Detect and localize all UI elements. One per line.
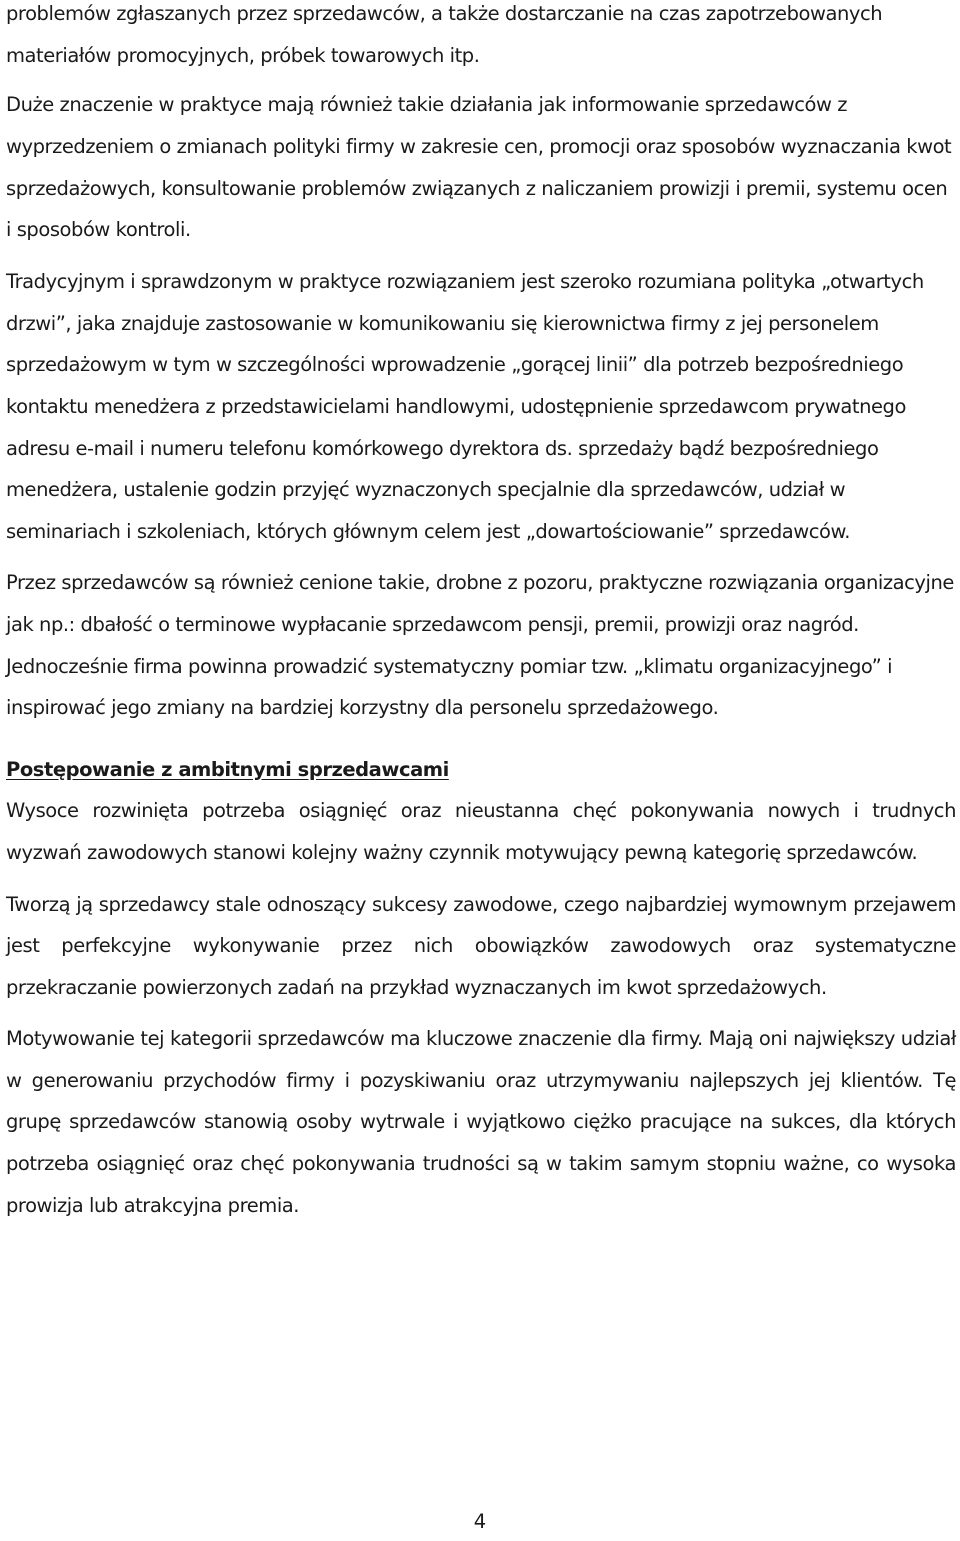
paragraph-achievement-need: Wysoce rozwinięta potrzeba osiągnięć oraz nieustanna chęć pokonywania nowych i trudnych wyzwań zawodowych stanowi kolejny ważny czynnik motywujący pewną kategorię sprzedawców. [6, 799, 956, 864]
paragraph-policy-information: Duże znaczenie w praktyce mają również takie działania jak informowanie sprzedawców z wyprzedzeniem o zmianach polityki firmy w zakresie cen, promocji oraz sposobów wyznaczania kwot sprzedażowych, konsultowanie problemów związanych z naliczaniem prowizji i premii, systemu ocen i sposobów kontroli. [6, 93, 952, 242]
paragraph-organizational-solutions: Przez sprzedawców są również cenione takie, drobne z pozoru, praktyczne rozwiązania organizacyjne jak np.: dbałość o terminowe wypłacanie sprzedawcom pensji, premii, prowizji oraz nagród. Jednocześnie firma powinna prowadzić systematyczny pomiar tzw. „klimatu organizacyjnego” i inspirować jego zmiany na bardziej korzystny dla personelu sprzedażowego. [6, 571, 954, 720]
section-heading [6, 749, 956, 791]
document-page [6, 0, 956, 1226]
section-heading-text: Postępowanie z ambitnymi sprzedawcami [6, 757, 449, 781]
paragraph-promotional-materials: problemów zgłaszanych przez sprzedawców, a także dostarczanie na czas zapotrzebowanych materiałów promocyjnych, próbek towarowych itp. [6, 2, 883, 67]
page-number: 4 [473, 1510, 487, 1533]
paragraph-successful-sellers: Tworzą ją sprzedawcy stale odnoszący sukcesy zawodowe, czego najbardziej wymownym przejawem jest perfekcyjne wykonywanie przez nich obowiązków zawodowych oraz systematyczne przekraczanie powierzonych zadań na przykład wyznaczanych im kwot sprzedażowych. [6, 892, 956, 999]
paragraph-open-door-policy: Tradycyjnym i sprawdzonym w praktyce rozwiązaniem jest szeroko rozumiana polityka „otwartych drzwi”, jaka znajduje zastosowanie w komunikowaniu się kierownictwa firmy z jej personelem sprzedażowym w tym w szczególności wprowadzenie „gorącej linii” dla potrzeb bezpośredniego kontaktu menedżera z przedstawicielami handlowymi, udostępnienie sprzedawcom prywatnego adresu e-mail i numeru telefonu komórkowego dyrektora ds. sprzedaży bądź bezpośredniego menedżera, ustalenie godzin przyjęć wyznaczonych specjalnie dla sprzedawców, udział w seminariach i szkoleniach, których głównym celem jest „dowartościowanie” sprzedawców. [6, 270, 924, 543]
paragraph-motivating-sellers: Motywowanie tej kategorii sprzedawców ma kluczowe znaczenie dla firmy. Mają oni największy udział w generowaniu przychodów firmy i pozyskiwaniu oraz utrzymywaniu najlepszych jej klientów. Tę grupę sprzedawców stanowią osoby wytrwale i wyjątkowo ciężko pracujące na sukces, dla których potrzeba osiągnięć oraz chęć pokonywania trudności są w takim samym stopniu ważne, co wysoka prowizja lub atrakcyjna premia. [6, 1027, 956, 1217]
